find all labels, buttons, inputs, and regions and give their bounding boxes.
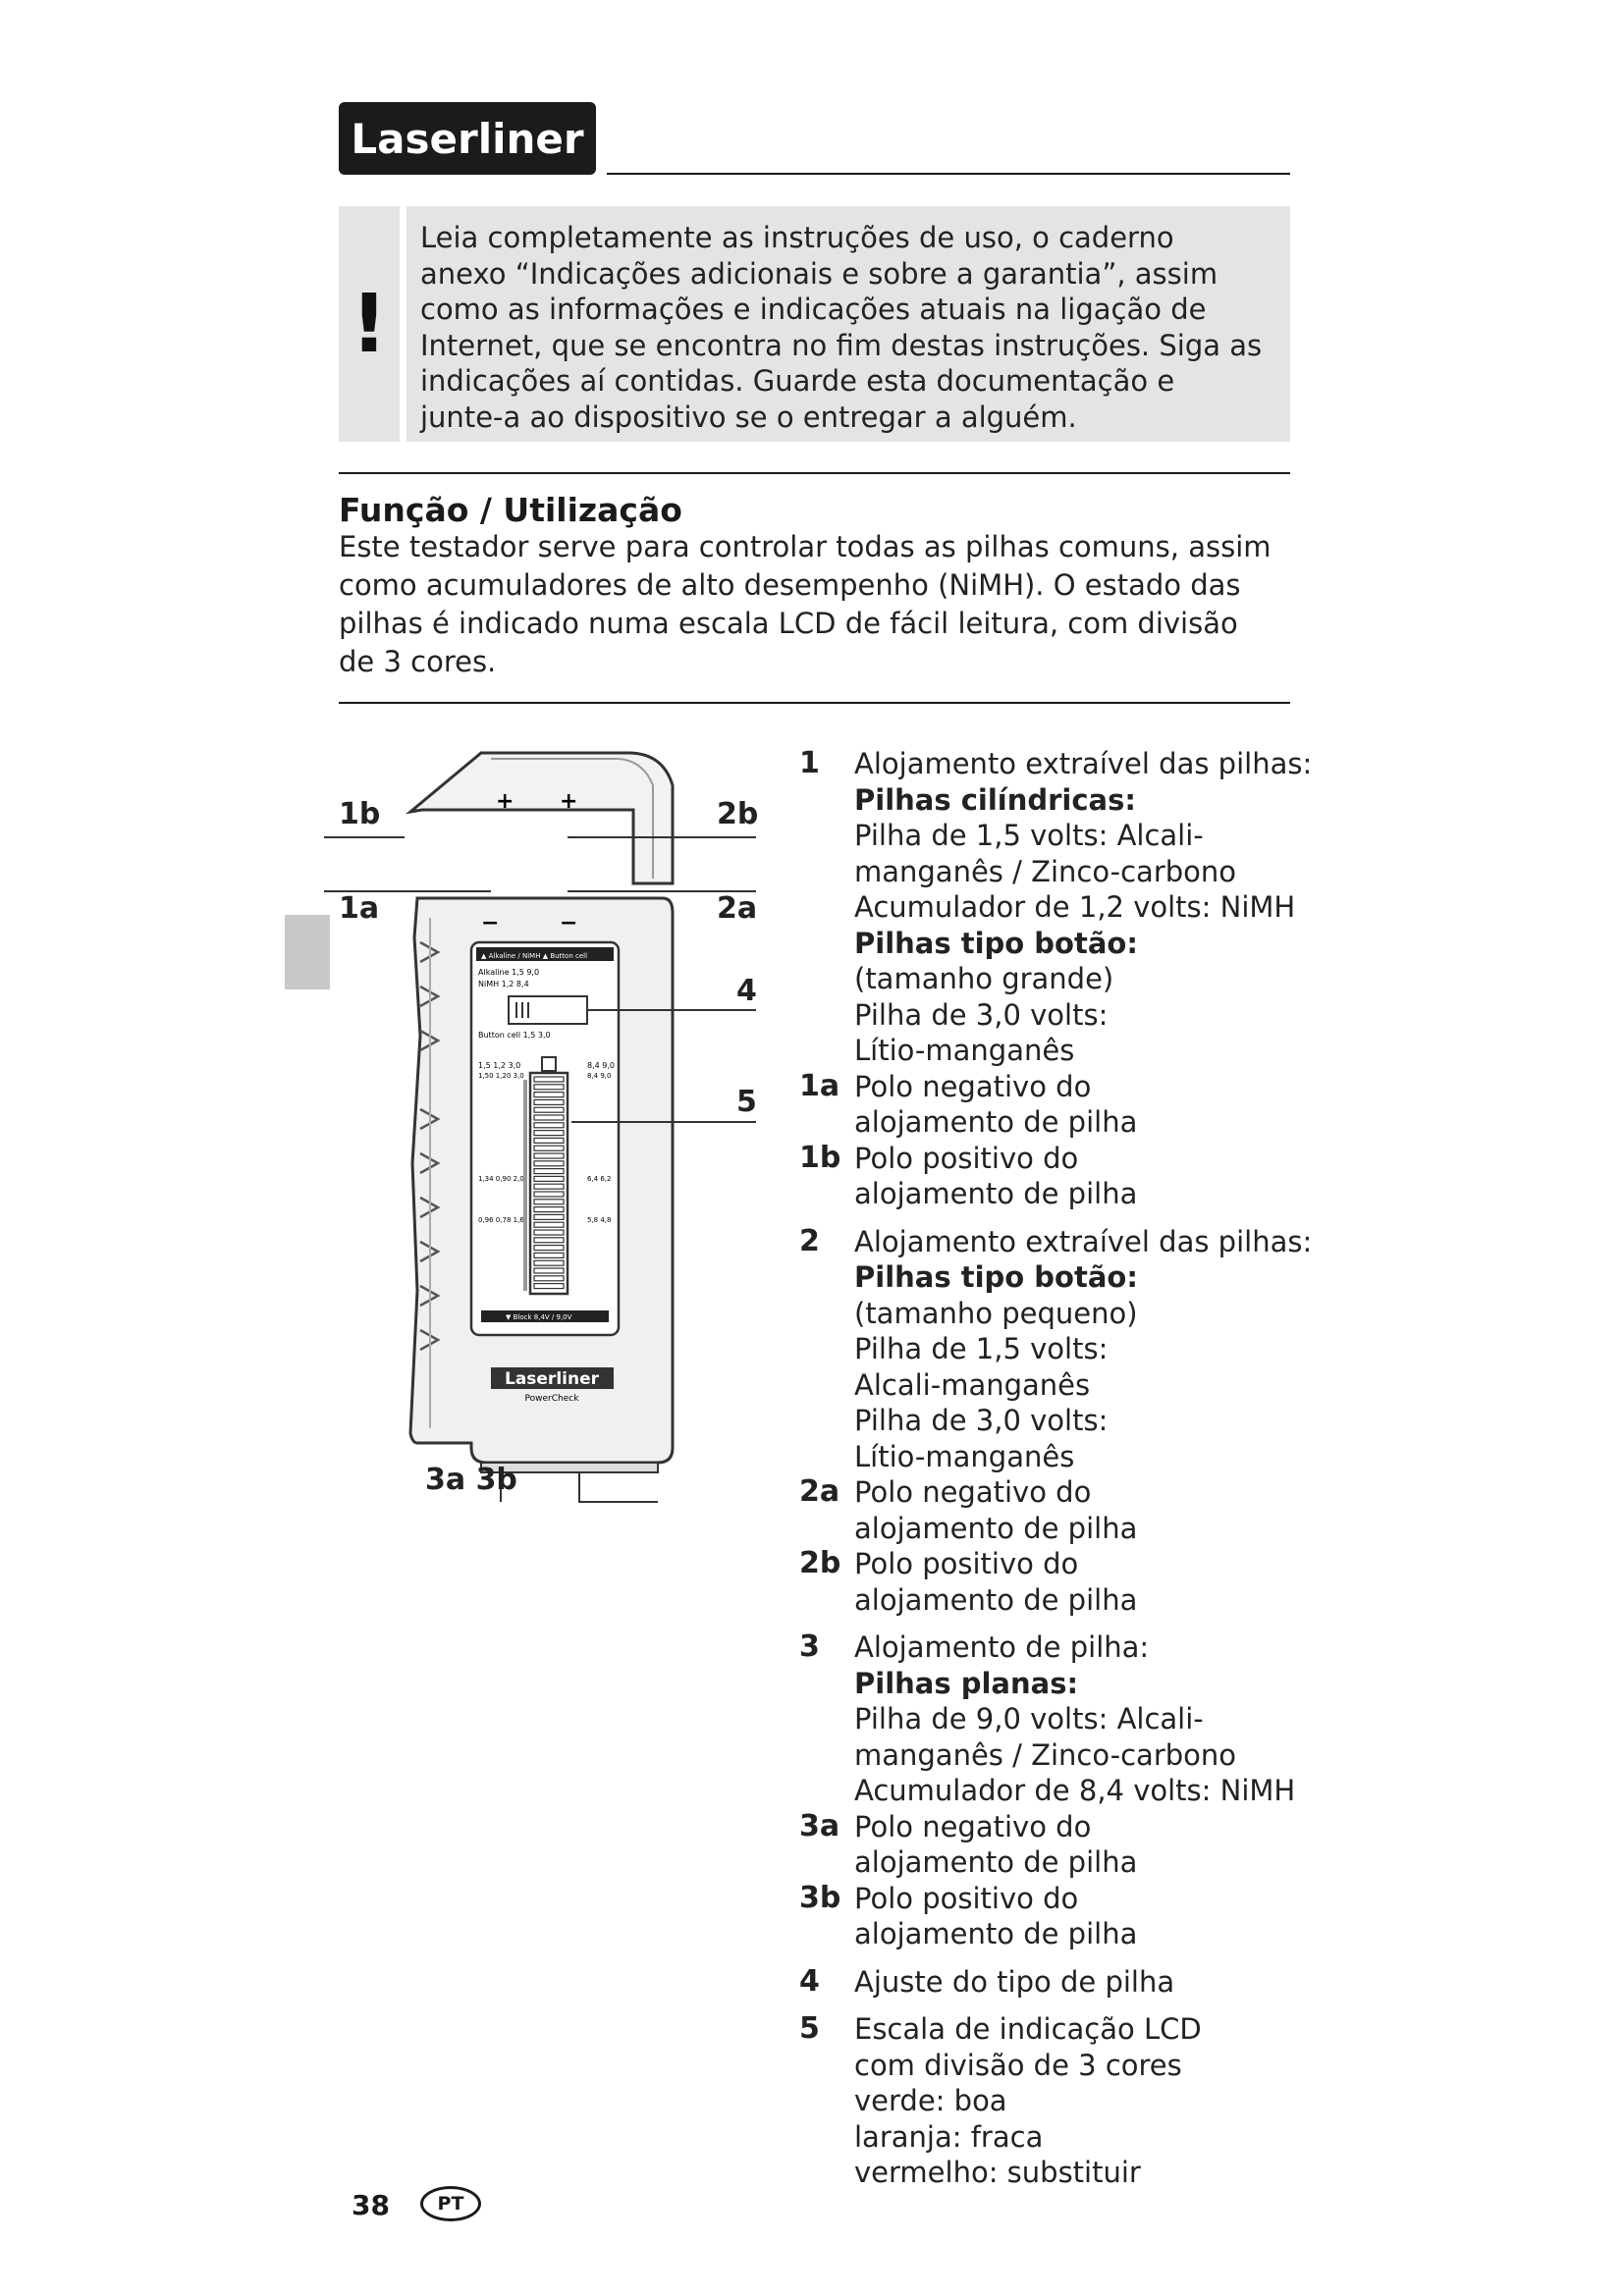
legend-line: com divisão de 3 cores (854, 2048, 1182, 2082)
exclamation-icon: ! (351, 277, 388, 371)
legend-item-3a (799, 1809, 1310, 1881)
label-1b: 1b (339, 797, 381, 831)
legend-item-2a (799, 1474, 1310, 1546)
legend-description (854, 1964, 1174, 2001)
label-2a: 2a (717, 891, 758, 926)
legend-line: Alojamento de pilha: (854, 1630, 1150, 1664)
legend-number: 4 (799, 1963, 820, 1999)
legend-item-1b (799, 1141, 1310, 1212)
left-scale-mid: 1,34 0,90 2,0 (478, 1175, 524, 1183)
legend-line: Alojamento extraível das pilhas: (854, 1224, 1313, 1258)
legend-subheading: Pilhas tipo botão: (854, 926, 1138, 960)
legend-subheading: Pilhas planas: (854, 1666, 1079, 1700)
device-brand: Laserliner (504, 1369, 600, 1389)
legend-line: alojamento de pilha (854, 1177, 1138, 1210)
legend-description (854, 2011, 1202, 2191)
device-model: PowerCheck (524, 1394, 579, 1404)
plus-sign-right: + (560, 789, 578, 814)
legend-subheading: Pilhas tipo botão: (854, 1260, 1138, 1294)
legend-line: Polo positivo do (854, 1141, 1079, 1175)
legend-line: Alojamento extraível das pilhas: (854, 747, 1313, 780)
laserliner-logo (339, 102, 596, 175)
legend-line: Escala de indicação LCD (854, 2012, 1202, 2046)
legend-line: Pilha de 1,5 volts: (854, 1332, 1109, 1365)
legend-item-1 (799, 746, 1313, 1069)
logo-text: Laserliner (351, 114, 584, 163)
legend-number: 3a (799, 1808, 840, 1843)
lcd-bottom-bar-text: ▼ Block 8,4V / 9,0V (506, 1313, 572, 1321)
legend-line: Acumulador de 8,4 volts: NiMH (854, 1774, 1296, 1807)
legend-number: 3b (799, 1880, 841, 1915)
label-2b: 2b (717, 797, 759, 831)
alkaline-row: Alkaline 1,5 9,0 (478, 968, 540, 977)
legend-line: vermelho: substituir (854, 2156, 1141, 2189)
legend-line: Lítio-manganês (854, 1439, 1075, 1473)
legend-line: alojamento de pilha (854, 1511, 1138, 1545)
legend-line: alojamento de pilha (854, 1917, 1138, 1950)
legend-line: Polo negativo do (854, 1069, 1092, 1103)
legend-item-4 (799, 1964, 1310, 2001)
left-scale-top: 1,5 1,2 3,0 (478, 1061, 521, 1070)
legend-number: 2b (799, 1546, 841, 1580)
label-1a: 1a (339, 891, 380, 926)
legend-line: Polo positivo do (854, 1881, 1079, 1915)
section-rule-bottom (339, 702, 1290, 704)
left-scale-low: 0,96 0,78 1,6 (478, 1216, 524, 1224)
component-legend (799, 746, 1313, 2191)
legend-number: 1a (799, 1068, 840, 1103)
right-scale-low: 5,8 4,8 (587, 1216, 612, 1224)
top-battery-slot (410, 753, 673, 883)
section-rule-top (339, 472, 1290, 474)
right-scale-mid: 6,4 6,2 (587, 1175, 612, 1183)
legend-line: Polo negativo do (854, 1809, 1092, 1843)
legend-line: Pilha de 3,0 volts: (854, 997, 1109, 1032)
right-scale-top: 8,4 9,0 (587, 1061, 615, 1070)
lcd-top-bar-text: ▲ Alkaline / NiMH ▲ Button cell (481, 952, 588, 960)
legend-line: Polo negativo do (854, 1475, 1092, 1509)
legend-description (854, 1546, 1137, 1618)
legend-line: (tamanho pequeno) (854, 1296, 1138, 1330)
lcd-scale-cap (542, 1057, 556, 1071)
legend-number: 1b (799, 1140, 841, 1175)
legend-line: alojamento de pilha (854, 1845, 1138, 1879)
legend-line: Pilha de 9,0 volts: Alcali- (854, 1702, 1204, 1735)
legend-item-3b (799, 1881, 1310, 1952)
nimh-row: NiMH 1,2 8,4 (478, 980, 529, 988)
legend-description (854, 1629, 1295, 1809)
legend-description (854, 1141, 1137, 1212)
legend-description (854, 746, 1312, 1069)
legend-number: 5 (799, 2011, 820, 2046)
legend-line: alojamento de pilha (854, 1582, 1138, 1617)
legend-number: 2a (799, 1474, 840, 1509)
language-badge (420, 2186, 481, 2221)
legend-line: (tamanho grande) (854, 962, 1114, 995)
section-text: Este testador serve para controlar todas as pilhas comuns, assim como acumuladores de alto desempenho (NiMH). O estado das pilhas é indicado numa escala LCD de fácil leitura, com divisão de 3 cores. (339, 530, 1272, 678)
label-4: 4 (736, 974, 757, 1008)
minus-sign-left: − (481, 911, 500, 935)
plus-sign-left: + (496, 789, 514, 814)
legend-number: 3 (799, 1629, 820, 1664)
legend-line: Polo positivo do (854, 1547, 1079, 1580)
legend-description (854, 1069, 1137, 1141)
legend-line: verde: boa (854, 2084, 1007, 2117)
page-number: 38 (352, 2189, 390, 2221)
legend-line: Acumulador de 1,2 volts: NiMH (854, 890, 1296, 924)
legend-line: Alcali-manganês (854, 1367, 1091, 1402)
legend-item-5 (799, 2011, 1310, 2191)
warning-icon-box (339, 206, 400, 442)
legend-description (854, 1224, 1312, 1475)
legend-line: manganês / Zinco-carbono (854, 854, 1237, 888)
label-3a-3b: 3a 3b (425, 1463, 517, 1497)
legend-line: Lítio-manganês (854, 1034, 1075, 1067)
legend-item-3 (799, 1629, 1310, 1809)
battery-tester-diagram (324, 741, 776, 1512)
legend-item-1a (799, 1069, 1310, 1141)
legend-line: Ajuste do tipo de pilha (854, 1964, 1175, 1999)
legend-line: Pilha de 1,5 volts: Alcali- (854, 819, 1204, 852)
legend-subheading: Pilhas cilíndricas: (854, 782, 1136, 817)
legend-line: laranja: fraca (854, 2119, 1044, 2154)
warning-text: Leia completamente as instruções de uso, o caderno anexo “Indicações adicionais e sobre a garantia”, assim como as informações e indicações atuais na ligação de Internet, que se encontra no fim destas instruções. Siga as indicações aí contidas. Guarde esta documentação e junte-a ao dispositivo se o entregar a alguém. (420, 221, 1263, 434)
header-rule (607, 173, 1290, 175)
legend-item-2 (799, 1223, 1313, 1475)
warning-box (406, 206, 1290, 442)
legend-number: 2 (799, 1223, 820, 1258)
legend-item-2b (799, 1546, 1310, 1618)
legend-number: 1 (799, 746, 820, 780)
section-title: Função / Utilização (339, 491, 682, 529)
legend-line: manganês / Zinco-carbono (854, 1737, 1237, 1772)
minus-sign-right: − (560, 911, 578, 935)
legend-line: alojamento de pilha (854, 1105, 1138, 1139)
button-cell-row: Button cell 1,5 3,0 (478, 1031, 551, 1040)
leader-3b (579, 1472, 658, 1502)
language-code: PT (437, 2193, 464, 2215)
right-scale-2: 8,4 9,0 (587, 1072, 612, 1080)
battery-type-selector (509, 996, 587, 1024)
legend-line: Pilha de 3,0 volts: (854, 1404, 1109, 1437)
left-scale-2: 1,50 1,20 3,0 (478, 1072, 524, 1080)
label-5: 5 (736, 1085, 757, 1119)
legend-description (854, 1809, 1137, 1881)
legend-description (854, 1881, 1137, 1952)
legend-description (854, 1474, 1137, 1546)
